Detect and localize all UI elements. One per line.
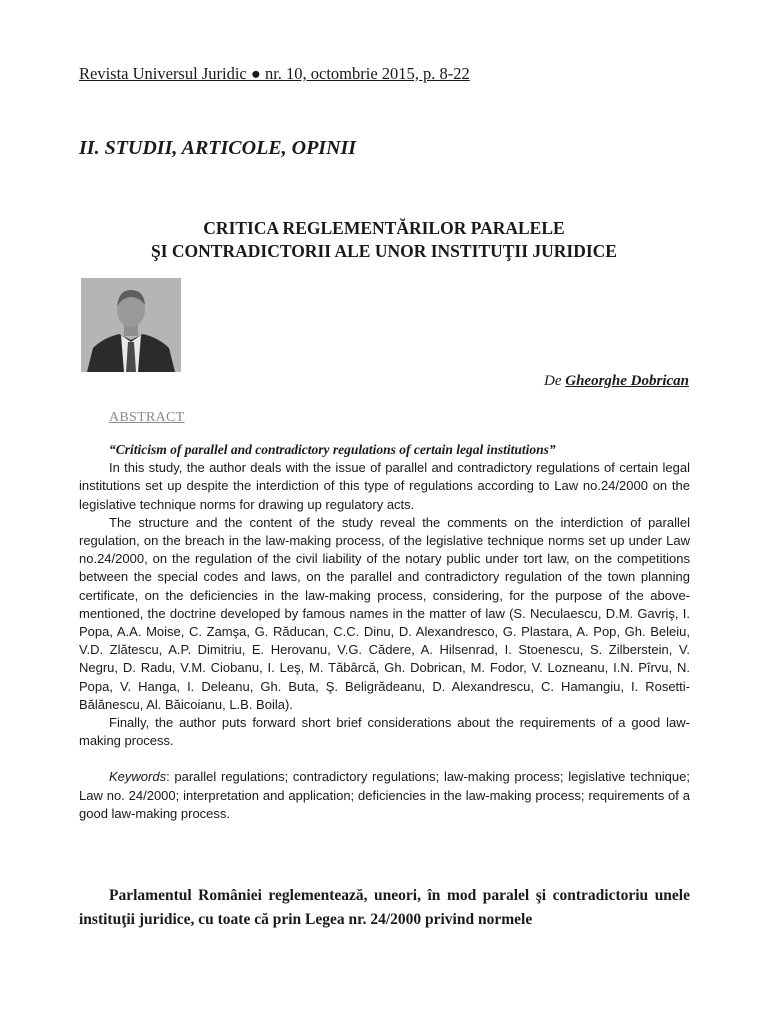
abstract-title: “Criticism of parallel and contradictory regulations of certain legal institutions” xyxy=(109,442,556,457)
main-text xyxy=(79,884,690,932)
author-photo xyxy=(81,278,181,372)
article-title xyxy=(79,217,689,263)
abstract-body xyxy=(79,441,690,823)
abstract-paragraph-1: In this study, the author deals with the issue of parallel and contradictory regulations of certain legal institutions set up despite the interdiction of this type of regulations according to Law no.24/2000 on the legislative technique norms for drawing up regulatory acts. xyxy=(79,460,690,512)
abstract-label: ABSTRACT xyxy=(109,410,185,425)
author-name: Gheorghe Dobrican xyxy=(565,373,689,389)
section-title: II. STUDII, ARTICOLE, OPINII xyxy=(79,137,357,159)
author-byline xyxy=(544,373,689,390)
main-paragraph-1: Parlamentul României reglementează, uneori, în mod paralel şi contradictoriu unele instituţii juridice, cu toate că prin Legea nr. 24/2000 privind normele xyxy=(79,887,690,928)
keywords xyxy=(79,768,690,823)
article-title-line-1: CRITICA REGLEMENTĂRILOR PARALELE xyxy=(203,218,565,238)
author-portrait-image xyxy=(81,278,181,372)
keywords-label: Keywords xyxy=(109,769,167,785)
abstract-paragraph-2: The structure and the content of the study reveal the comments on the interdiction of parallel regulation, on the breach in the law-making process, of the legislative technique norms set up under Law no.24/2000, on the regulation of the civil liability of the notary public under tort law, on the competitions between the special codes and laws, on the parallel and contradictory regulation of the town planning certificate, on the deficiencies in the law-making process, considering, for the purpose of the above-mentioned, the doctrine developed by famous names in the matter of law (S. Neculaescu, D.M. Gavriş, I. Popa, A.A. Moise, C. Zamşa, G. Răducan, C.C. Dinu, D. Alexandresco, G. Plastara, A. Pop, Gh. Beleiu, V.D. Zlătescu, A.P. Dimitriu, E. Herovanu, V.G. Cădere, A. Hilsenrad, I. Stoenescu, S. Zilberstein, V. Negru, D. Radu, V.M. Ciobanu, I. Leş, M. Tăbârcă, Gh. Dobrican, M. Fodor, V. Lozneanu, I.N. Pîrvu, N. Popa, V. Hanga, I. Deleanu, Gh. Buta, Ş. Beligrădeanu, D. Alexandrescu, C. Hamangiu, I. Rosetti-Bălănescu, Al. Băicoianu, L.B. Boila). xyxy=(79,514,690,712)
abstract-paragraph-3: Finally, the author puts forward short brief considerations about the requirements of a good law-making process. xyxy=(79,715,690,749)
article-title-line-2: ŞI CONTRADICTORII ALE UNOR INSTITUŢII JURIDICE xyxy=(151,241,617,261)
journal-header: Revista Universul Juridic ● nr. 10, octombrie 2015, p. 8-22 xyxy=(79,64,470,83)
keywords-text: : parallel regulations; contradictory regulations; law-making process; legislative technique; Law no. 24/2000; interpretation and application; deficiencies in the law-making process; requirements of a good law-making process. xyxy=(79,769,690,821)
author-prefix: De xyxy=(543,373,566,389)
